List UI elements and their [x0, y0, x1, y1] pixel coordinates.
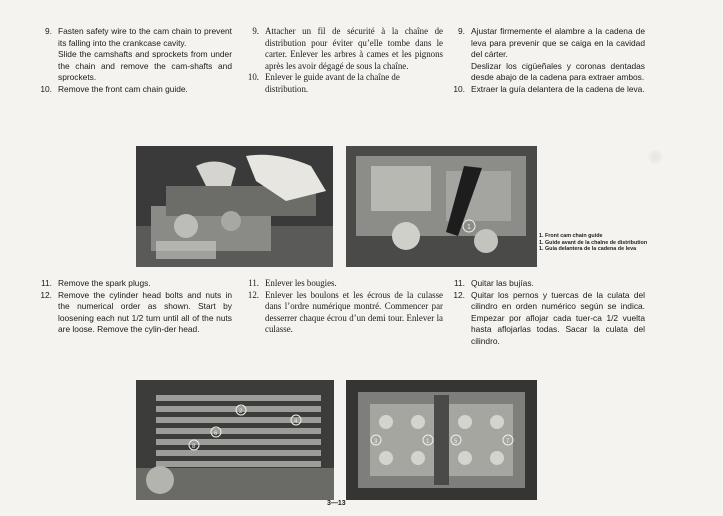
fr-step-9 — [243, 26, 443, 72]
fr-step-10 — [243, 72, 443, 95]
step-number: 10. — [40, 83, 52, 94]
french-column-top — [243, 26, 443, 96]
step-number: 12. — [40, 289, 52, 300]
step-text: Slide the camshafts and sprockets from under the chain and remove the cam-shafts and sprockets. — [58, 49, 232, 83]
step-text: Enlever les bougies. — [265, 278, 337, 288]
paper-stain — [648, 150, 662, 164]
callout-label: 1 — [467, 224, 471, 231]
step-number: 12. — [247, 289, 259, 300]
step-number: 9. — [252, 26, 259, 36]
french-column-mid — [243, 278, 443, 336]
fr-step-12 — [243, 290, 443, 336]
english-column-mid — [36, 278, 232, 336]
es-step-11 — [449, 278, 645, 290]
step-text: Attacher un fil de sécurité à la chaîne de distribution pour éviter qu’elle tombe dans le carter. Enlever les arbres à cames et les pignons après les avoir dégagé de sous la chaîne. — [265, 26, 443, 71]
legend-spanish: 1. Guía delantera de la cadena de leva — [539, 246, 637, 253]
step-text: Quitar los pernos y tuercas de la culata del cilindro en orden numérico según se indica. Empezar por aflojar cada tuer-ca 1/2 vuelta hasta aflojarlas todas. Sacar la culata del cilindro. — [471, 289, 645, 346]
en-step-9-cont — [36, 49, 232, 84]
step-text: Deslizar los cigüeñales y coronas dentadas desde abajo de la cadena para extraer ambos. — [471, 60, 645, 83]
es-step-12 — [449, 290, 645, 348]
step-text: Extraer la guía delantera de la cadena de leva. — [471, 83, 645, 94]
step-number: 9. — [458, 26, 465, 36]
step-text: Enlever le guide avant de la chaîne de distribution. — [265, 72, 400, 94]
fr-step-11 — [243, 278, 443, 290]
photo-camshaft-removal — [136, 146, 333, 267]
en-step-12 — [36, 290, 232, 336]
step-text: Remove the cylinder head bolts and nuts in the numerical order as shown. Start by loosening each nut 1/2 turn until all of the nuts are loose. Remove the cylin-der head. — [58, 289, 232, 335]
step-text: Quitar las bujías. — [471, 278, 534, 288]
step-number: 10. — [247, 72, 259, 83]
es-step-9-cont — [449, 61, 645, 84]
legend-french: 1. Guide avant de la chaîne de distribution — [539, 239, 648, 246]
en-step-9 — [36, 26, 232, 49]
es-step-10 — [449, 84, 645, 96]
step-text: Ajustar firmemente el alambre a la cadena de leva para prevenir que se caiga en la cavidad del cárter. — [471, 26, 645, 60]
step-number: 12. — [453, 289, 465, 300]
step-number: 10. — [453, 83, 465, 94]
callout-label: 3 — [374, 439, 378, 445]
callout-label: 8 — [192, 444, 196, 450]
step-number: 9. — [45, 26, 52, 36]
photo-legend — [539, 233, 719, 253]
callout-label: 6 — [214, 431, 218, 437]
step-number: 11. — [40, 278, 52, 288]
step-text: Enlever les boulons et les écrous de la culasse dans l’ordre numérique montré. Commencer par desserrer chaque écrou d’un demi tour. Enlever la culasse. — [265, 289, 443, 335]
spanish-column-mid — [449, 278, 645, 348]
step-text: Fasten safety wire to the cam chain to prevent its falling into the crankcase cavity. — [58, 26, 232, 48]
photo-cylinder-head-side — [136, 380, 334, 500]
page-number: 3—13 — [327, 500, 346, 507]
photo-cam-chain-guide — [346, 146, 537, 267]
en-step-10 — [36, 84, 232, 96]
callout-label: 5 — [454, 439, 458, 445]
english-column-top — [36, 26, 232, 96]
callout-label: 1 — [426, 439, 430, 445]
step-text: Remove the front cam chain guide. — [58, 83, 188, 94]
en-step-11 — [36, 278, 232, 290]
step-text: Remove the spark plugs. — [58, 278, 151, 288]
legend-english: 1. Front cam chain guide — [539, 233, 603, 239]
step-number: 11. — [248, 278, 259, 288]
es-step-9 — [449, 26, 645, 61]
photo-cylinder-head-top — [346, 380, 537, 500]
step-number: 11. — [453, 278, 465, 288]
callout-label: 7 — [506, 439, 510, 445]
callout-label: 4 — [294, 419, 298, 425]
spanish-column-top — [449, 26, 645, 96]
callout-label: 2 — [239, 409, 243, 415]
